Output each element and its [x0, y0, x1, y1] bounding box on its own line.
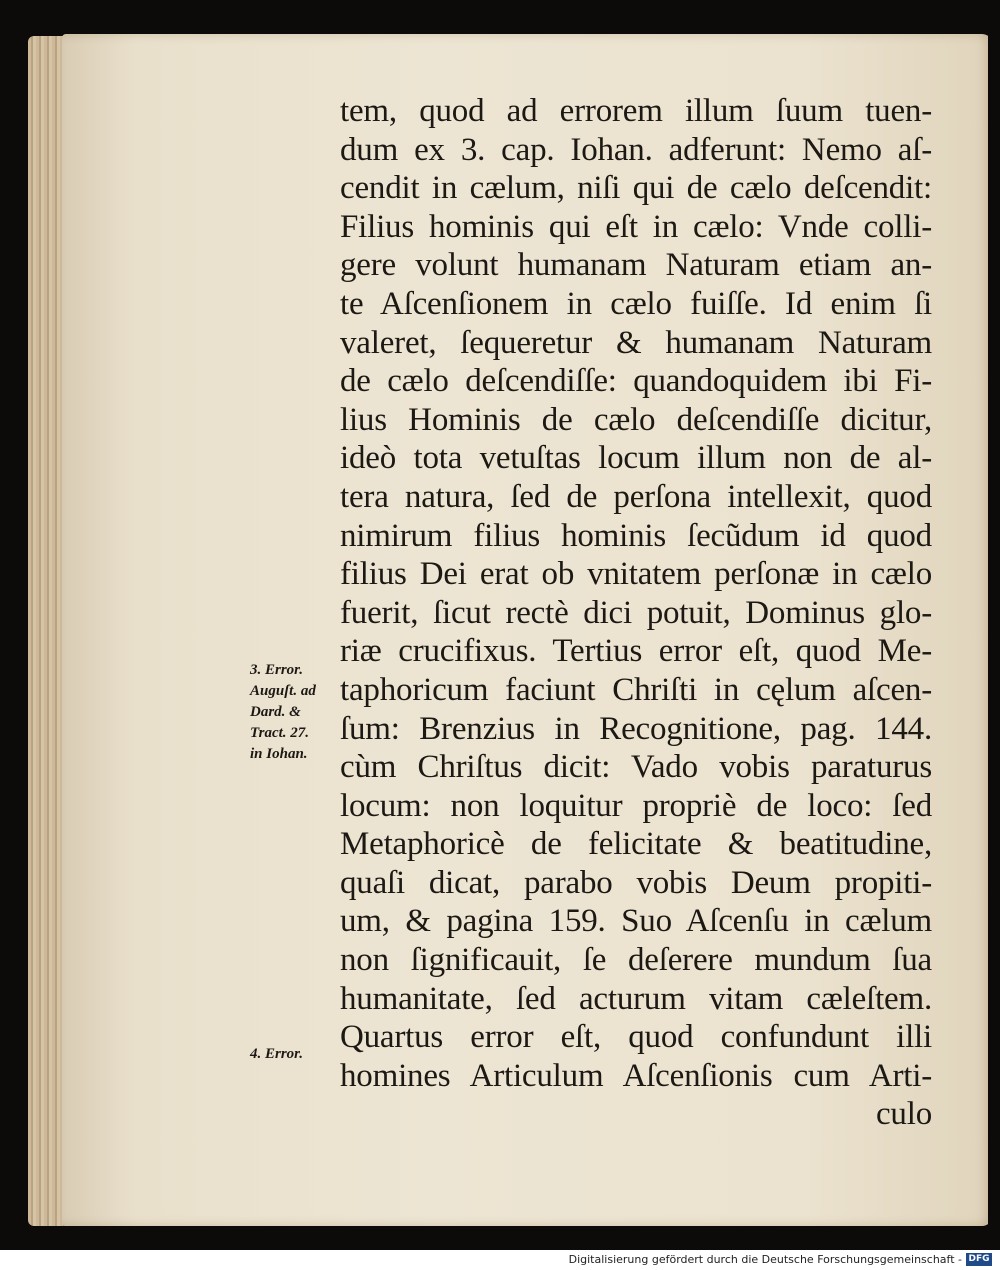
margin-note-line: in Iohan.	[250, 746, 308, 762]
text-line: riæ crucifixus. Tertius error eſt, quod Me-	[340, 633, 932, 670]
footer-credit: Digitalisierung gefördert durch die Deutsche Forschungsgemeinschaft -	[568, 1253, 962, 1266]
scan-edge	[988, 0, 1000, 1250]
text-line: homines Articulum Aſcenſionis cum Arti-	[340, 1057, 932, 1094]
margin-note-line: 4. Error.	[250, 1046, 303, 1062]
text-line: Metaphoricè de felicitate & beatitudine,	[340, 826, 932, 863]
margin-note-error-3	[250, 660, 340, 765]
text-line: nimirum filius hominis ſecũdum id quod	[340, 517, 932, 554]
catchword: culo	[875, 1096, 932, 1133]
text-line: te Aſcenſionem in cælo fuiſſe. Id enim ſi	[340, 285, 932, 322]
text-line: taphoricum faciunt Chriſti in cęlum aſcen-	[340, 671, 932, 708]
text-line: cendit in cælum, niſi qui de cælo deſcendit:	[340, 170, 932, 207]
text-line: ideò tota vetuſtas locum illum non de al-	[340, 440, 932, 477]
text-line: cùm Chriſtus dicit: Vado vobis paraturus	[340, 749, 932, 786]
dfg-logo-icon: DFG	[966, 1253, 992, 1266]
text-line: gere volunt humanam Naturam etiam an-	[340, 247, 932, 284]
text-line: tem, quod ad errorem illum ſuum tuen-	[340, 93, 932, 129]
margin-note-line: Auguſt. ad	[250, 683, 316, 699]
body-text	[340, 92, 932, 1134]
text-line: non ſignificauit, ſe deſerere mundum ſua	[340, 942, 932, 979]
text-line: quaſi dicat, parabo vobis Deum propiti-	[340, 864, 932, 901]
text-line: locum: non loquitur propriè de loco: ſed	[340, 787, 932, 824]
text-line: Quartus error eſt, quod confundunt illi	[340, 1019, 932, 1056]
text-line: ſum: Brenzius in Recognitione, pag. 144.	[340, 710, 932, 747]
text-line: um, & pagina 159. Suo Aſcenſu in cælum	[340, 903, 932, 940]
text-line: de cælo deſcendiſſe: quandoquidem ibi Fi-	[340, 363, 932, 400]
text-line: humanitate, ſed acturum vitam cæleſtem.	[340, 980, 932, 1017]
text-line: Filius hominis qui eſt in cælo: Vnde colli-	[340, 208, 932, 245]
text-line: filius Dei erat ob vnitatem perſonæ in cælo	[340, 556, 932, 593]
text-line: fuerit, ſicut rectè dici potuit, Dominus glo-	[340, 594, 932, 631]
text-line: lius Hominis de cælo deſcendiſſe dicitur,	[340, 401, 932, 438]
margin-note-line: Dard. &	[250, 704, 301, 720]
margin-note-line: Tract. 27.	[250, 725, 310, 741]
text-line: tera natura, ſed de perſona intellexit, quod	[340, 478, 932, 515]
margin-note-line: 3. Error.	[250, 662, 303, 678]
text-line: dum ex 3. cap. Iohan. adferunt: Nemo aſ-	[340, 131, 932, 168]
footer-bar	[0, 1250, 1000, 1270]
text-line: valeret, ſequeretur & humanam Naturam	[340, 324, 932, 361]
margin-note-error-4	[250, 1044, 340, 1065]
